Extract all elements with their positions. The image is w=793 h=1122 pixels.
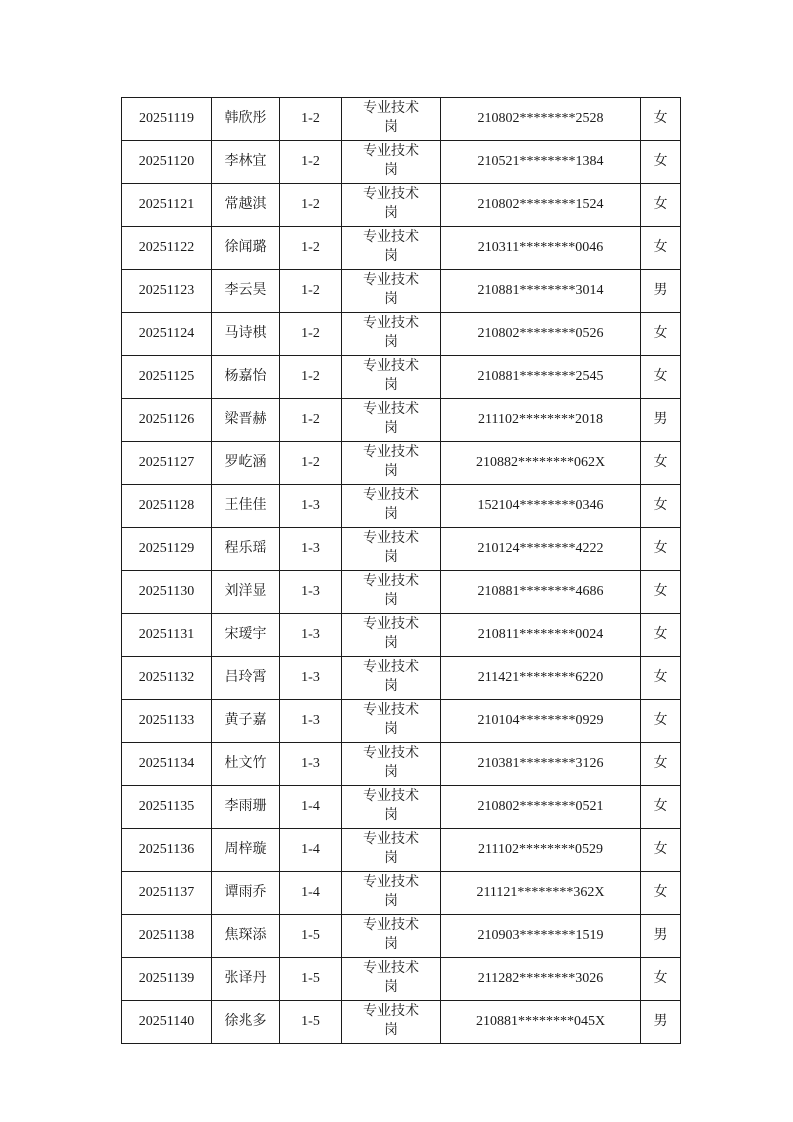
position-type-cell (342, 657, 441, 700)
applicant-name-cell: 杜文竹 (212, 743, 280, 786)
table-row (122, 227, 681, 270)
gender-cell: 女 (641, 184, 681, 227)
masked-id-number-cell: 210903********1519 (441, 915, 641, 958)
table-row (122, 700, 681, 743)
registration-number-cell: 20251136 (122, 829, 212, 872)
position-code-cell: 1-2 (280, 141, 342, 184)
table-row (122, 1001, 681, 1044)
gender-cell: 女 (641, 528, 681, 571)
table-row (122, 98, 681, 141)
position-code-cell: 1-3 (280, 528, 342, 571)
masked-id-number-cell: 210802********0526 (441, 313, 641, 356)
applicant-name-cell: 李云昊 (212, 270, 280, 313)
position-type-text: 专业技术岗 (363, 660, 419, 694)
masked-id-number-cell: 211121********362X (441, 872, 641, 915)
position-code-cell: 1-3 (280, 571, 342, 614)
applicant-name-cell: 谭雨乔 (212, 872, 280, 915)
position-code-cell: 1-4 (280, 829, 342, 872)
position-type-text: 专业技术岗 (363, 488, 419, 522)
position-type-cell (342, 1001, 441, 1044)
masked-id-number-cell: 210802********0521 (441, 786, 641, 829)
table-row (122, 829, 681, 872)
position-type-text: 专业技术岗 (363, 230, 419, 264)
gender-cell: 女 (641, 872, 681, 915)
applicant-roster-table (121, 97, 681, 1044)
applicant-name-cell: 程乐瑶 (212, 528, 280, 571)
registration-number-cell: 20251125 (122, 356, 212, 399)
position-type-cell (342, 356, 441, 399)
position-type-text: 专业技术岗 (363, 875, 419, 909)
position-code-cell: 1-2 (280, 442, 342, 485)
applicant-name-cell: 罗屹涵 (212, 442, 280, 485)
table-row (122, 356, 681, 399)
position-type-cell (342, 141, 441, 184)
position-type-cell (342, 958, 441, 1001)
position-code-cell: 1-2 (280, 227, 342, 270)
table-row (122, 313, 681, 356)
position-code-cell: 1-2 (280, 356, 342, 399)
position-type-cell (342, 915, 441, 958)
table-row (122, 270, 681, 313)
table-row (122, 528, 681, 571)
masked-id-number-cell: 211282********3026 (441, 958, 641, 1001)
registration-number-cell: 20251128 (122, 485, 212, 528)
registration-number-cell: 20251126 (122, 399, 212, 442)
position-code-cell: 1-4 (280, 872, 342, 915)
position-type-cell (342, 270, 441, 313)
applicant-name-cell: 杨嘉怡 (212, 356, 280, 399)
masked-id-number-cell: 211102********0529 (441, 829, 641, 872)
position-type-text: 专业技术岗 (363, 1004, 419, 1038)
table-row (122, 786, 681, 829)
table-row (122, 872, 681, 915)
position-type-cell (342, 743, 441, 786)
gender-cell: 女 (641, 657, 681, 700)
position-type-text: 专业技术岗 (363, 101, 419, 135)
applicant-name-cell: 焦琛添 (212, 915, 280, 958)
table-row (122, 614, 681, 657)
gender-cell: 女 (641, 700, 681, 743)
masked-id-number-cell: 210881********4686 (441, 571, 641, 614)
registration-number-cell: 20251124 (122, 313, 212, 356)
applicant-name-cell: 刘洋显 (212, 571, 280, 614)
position-type-text: 专业技术岗 (363, 789, 419, 823)
position-code-cell: 1-3 (280, 485, 342, 528)
table-row (122, 657, 681, 700)
position-code-cell: 1-4 (280, 786, 342, 829)
registration-number-cell: 20251131 (122, 614, 212, 657)
position-code-cell: 1-3 (280, 700, 342, 743)
gender-cell: 男 (641, 399, 681, 442)
table-row (122, 141, 681, 184)
registration-number-cell: 20251130 (122, 571, 212, 614)
gender-cell: 女 (641, 571, 681, 614)
applicant-name-cell: 张译丹 (212, 958, 280, 1001)
registration-number-cell: 20251137 (122, 872, 212, 915)
position-code-cell: 1-3 (280, 657, 342, 700)
position-type-cell (342, 313, 441, 356)
registration-number-cell: 20251132 (122, 657, 212, 700)
registration-number-cell: 20251120 (122, 141, 212, 184)
masked-id-number-cell: 152104********0346 (441, 485, 641, 528)
position-type-cell (342, 227, 441, 270)
position-type-text: 专业技术岗 (363, 617, 419, 651)
masked-id-number-cell: 210124********4222 (441, 528, 641, 571)
registration-number-cell: 20251127 (122, 442, 212, 485)
position-type-cell (342, 184, 441, 227)
position-type-text: 专业技术岗 (363, 316, 419, 350)
masked-id-number-cell: 211421********6220 (441, 657, 641, 700)
registration-number-cell: 20251133 (122, 700, 212, 743)
masked-id-number-cell: 210104********0929 (441, 700, 641, 743)
masked-id-number-cell: 210811********0024 (441, 614, 641, 657)
applicant-name-cell: 吕玲霄 (212, 657, 280, 700)
applicant-name-cell: 韩欣彤 (212, 98, 280, 141)
applicant-name-cell: 周梓璇 (212, 829, 280, 872)
masked-id-number-cell: 210521********1384 (441, 141, 641, 184)
gender-cell: 男 (641, 270, 681, 313)
table-row (122, 442, 681, 485)
gender-cell: 女 (641, 485, 681, 528)
position-type-text: 专业技术岗 (363, 402, 419, 436)
gender-cell: 女 (641, 442, 681, 485)
position-code-cell: 1-5 (280, 1001, 342, 1044)
position-code-cell: 1-5 (280, 915, 342, 958)
registration-number-cell: 20251122 (122, 227, 212, 270)
roster-table-body (122, 98, 681, 1044)
position-type-text: 专业技术岗 (363, 531, 419, 565)
registration-number-cell: 20251139 (122, 958, 212, 1001)
gender-cell: 女 (641, 786, 681, 829)
position-type-text: 专业技术岗 (363, 273, 419, 307)
gender-cell: 女 (641, 743, 681, 786)
registration-number-cell: 20251119 (122, 98, 212, 141)
position-type-cell (342, 485, 441, 528)
table-row (122, 184, 681, 227)
position-code-cell: 1-2 (280, 270, 342, 313)
position-code-cell: 1-3 (280, 743, 342, 786)
gender-cell: 男 (641, 1001, 681, 1044)
position-code-cell: 1-2 (280, 184, 342, 227)
table-row (122, 399, 681, 442)
gender-cell: 女 (641, 227, 681, 270)
applicant-name-cell: 徐兆多 (212, 1001, 280, 1044)
gender-cell: 男 (641, 915, 681, 958)
applicant-name-cell: 李林宜 (212, 141, 280, 184)
position-type-cell (342, 872, 441, 915)
masked-id-number-cell: 210882********062X (441, 442, 641, 485)
registration-number-cell: 20251123 (122, 270, 212, 313)
gender-cell: 女 (641, 829, 681, 872)
registration-number-cell: 20251135 (122, 786, 212, 829)
registration-number-cell: 20251140 (122, 1001, 212, 1044)
position-code-cell: 1-3 (280, 614, 342, 657)
position-code-cell: 1-5 (280, 958, 342, 1001)
position-type-text: 专业技术岗 (363, 144, 419, 178)
applicant-name-cell: 黄子嘉 (212, 700, 280, 743)
position-type-cell (342, 571, 441, 614)
table-row (122, 743, 681, 786)
position-type-text: 专业技术岗 (363, 918, 419, 952)
registration-number-cell: 20251129 (122, 528, 212, 571)
gender-cell: 女 (641, 958, 681, 1001)
position-type-cell (342, 399, 441, 442)
position-type-text: 专业技术岗 (363, 746, 419, 780)
position-code-cell: 1-2 (280, 313, 342, 356)
gender-cell: 女 (641, 313, 681, 356)
masked-id-number-cell: 211102********2018 (441, 399, 641, 442)
gender-cell: 女 (641, 98, 681, 141)
position-type-text: 专业技术岗 (363, 961, 419, 995)
masked-id-number-cell: 210802********1524 (441, 184, 641, 227)
position-type-text: 专业技术岗 (363, 187, 419, 221)
position-type-cell (342, 829, 441, 872)
applicant-name-cell: 马诗棋 (212, 313, 280, 356)
gender-cell: 女 (641, 356, 681, 399)
position-type-text: 专业技术岗 (363, 445, 419, 479)
registration-number-cell: 20251134 (122, 743, 212, 786)
gender-cell: 女 (641, 141, 681, 184)
position-code-cell: 1-2 (280, 399, 342, 442)
table-row (122, 571, 681, 614)
position-type-text: 专业技术岗 (363, 359, 419, 393)
masked-id-number-cell: 210381********3126 (441, 743, 641, 786)
position-type-cell (342, 98, 441, 141)
position-type-cell (342, 614, 441, 657)
masked-id-number-cell: 210881********3014 (441, 270, 641, 313)
position-type-text: 专业技术岗 (363, 703, 419, 737)
masked-id-number-cell: 210881********2545 (441, 356, 641, 399)
applicant-name-cell: 宋瑷宇 (212, 614, 280, 657)
position-type-text: 专业技术岗 (363, 832, 419, 866)
position-type-cell (342, 700, 441, 743)
table-row (122, 485, 681, 528)
position-type-text: 专业技术岗 (363, 574, 419, 608)
position-type-cell (342, 786, 441, 829)
table-row (122, 958, 681, 1001)
applicant-name-cell: 王佳佳 (212, 485, 280, 528)
applicant-name-cell: 梁晋赫 (212, 399, 280, 442)
position-type-cell (342, 442, 441, 485)
position-type-cell (342, 528, 441, 571)
table-row (122, 915, 681, 958)
masked-id-number-cell: 210802********2528 (441, 98, 641, 141)
masked-id-number-cell: 210881********045X (441, 1001, 641, 1044)
registration-number-cell: 20251121 (122, 184, 212, 227)
applicant-name-cell: 徐闻璐 (212, 227, 280, 270)
masked-id-number-cell: 210311********0046 (441, 227, 641, 270)
position-code-cell: 1-2 (280, 98, 342, 141)
registration-number-cell: 20251138 (122, 915, 212, 958)
gender-cell: 女 (641, 614, 681, 657)
applicant-name-cell: 李雨珊 (212, 786, 280, 829)
applicant-name-cell: 常越淇 (212, 184, 280, 227)
